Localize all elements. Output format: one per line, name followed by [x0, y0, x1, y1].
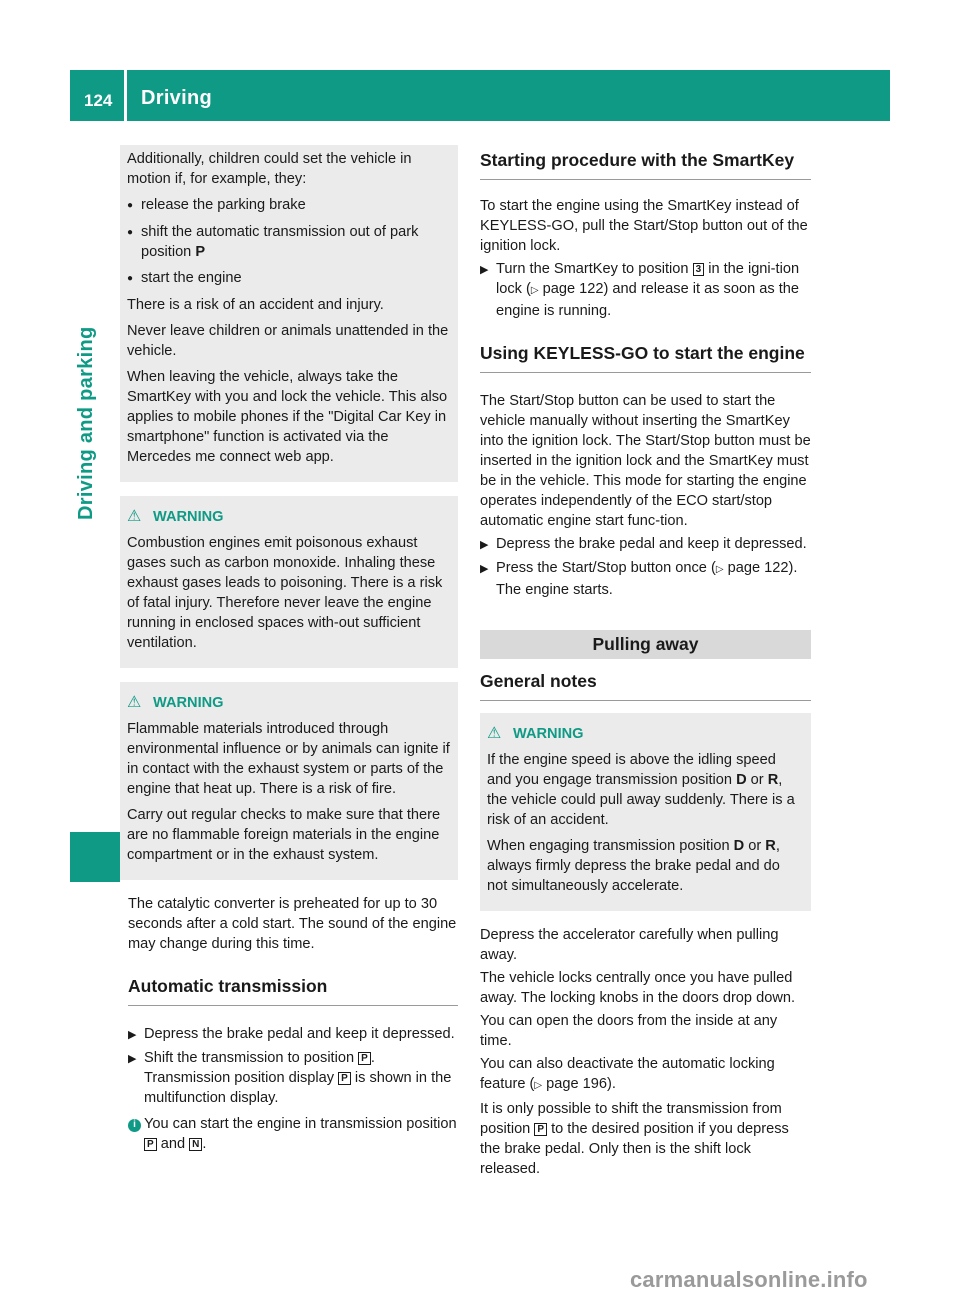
watermark: carmanualsonline.info: [630, 1267, 868, 1292]
warning-triangle-icon: ⚠: [127, 508, 142, 525]
warning-triangle-icon: ⚠: [487, 725, 502, 742]
section-title: Driving: [141, 87, 212, 109]
instruction-step: ▶ Press the Start/Stop button once (▷ page 122). The engine starts.: [480, 560, 798, 598]
smartkey-text: To start the engine using the SmartKey instead of KEYLESS-GO, pull the Start/Stop button out of the ignition lock.: [480, 198, 808, 254]
list-item: ● shift the automatic transmission out of park position P: [127, 224, 419, 260]
warning-triangle-icon: ⚠: [127, 694, 142, 711]
warning-text: When engaging transmission position D or R, always firmly depress the brake pedal and do not simultaneously accelerate.: [487, 838, 780, 894]
warning-text: If the engine speed is above the idling speed and you engage transmission position D or R, the vehicle could pull away suddenly. There is a risk of an accident.: [487, 752, 795, 828]
warning-text: Combustion engines emit poisonous exhaust gases such as carbon monoxide. Inhaling these exhaust gases leads to poisoning. There is a risk of fatal injury. Therefore never leave the engine running in enclosed spaces with-out sufficient ventilation.: [127, 535, 443, 651]
instruction-step: ▶ Depress the brake pedal and keep it depressed.: [128, 1026, 455, 1042]
warning-heading: ⚠ WARNING: [487, 725, 584, 742]
warning-text: Carry out regular checks to make sure that there are no flammable foreign materials in the engine compartment or in the exhaust system.: [127, 807, 441, 863]
catalytic-note: The catalytic converter is preheated for up to 30 seconds after a cold start. The sound of the engine may change during this time.: [128, 896, 457, 952]
fire-warning-box: [120, 682, 458, 880]
exhaust-warning-box: [120, 496, 458, 668]
box-paragraph: When leaving the vehicle, always take the SmartKey with you and lock the vehicle. This also applies to mobile phones if the "Digital Car Key in smartphone" function is activated via the Mercedes me connect web app.: [127, 369, 448, 465]
list-item: ● release the parking brake: [127, 197, 306, 213]
warning-text: Flammable materials introduced through environmental influence or by animals can ignite if in contact with the exhaust system or parts of the engine that heat up. There is a risk of fire.: [127, 721, 450, 797]
info-note: i You can start the engine in transmission position P and N .: [128, 1114, 458, 1154]
instruction-step: ▶ Depress the brake pedal and keep it depressed.: [480, 536, 807, 552]
gear-p-key: P: [338, 1072, 351, 1085]
warning-heading: ⚠ WARNING: [127, 694, 224, 711]
page-reference-icon: ▷: [534, 1080, 543, 1091]
info-icon: i: [128, 1119, 141, 1132]
page-number: 124: [84, 91, 113, 110]
side-tab-label: Driving and parking: [75, 326, 97, 520]
gear-p-key: P: [534, 1123, 547, 1136]
keyless-text: The Start/Stop button can be used to start the vehicle manually without inserting the SmartKey into the ignition lock. The Start/Stop button must be inserted in the ignition lock and the SmartKey must be in the vehicle. This mode for starting the engine operates independently of the ECO start/stop automatic engine start func-tion.: [480, 393, 811, 529]
box-paragraph: Never leave children or animals unattended in the vehicle.: [127, 323, 449, 359]
instruction-step: ▶ Shift the transmission to position P . Transmission position display P is shown in the multifunction display.: [128, 1050, 452, 1106]
warning-heading: ⚠ WARNING: [127, 508, 224, 525]
pulling-away-text: Depress the accelerator carefully when pulling away. The vehicle locks centrally once you have pulled away. The locking knobs in the doors drop down. You can open the doors from the inside at any time. You can also deactivate the automatic locking feature (▷ page 196). It is only possible to shift the transmission from position P to the desired position if you depress the brake pedal. Only then is the shift lock released.: [480, 927, 796, 1177]
pull-away-warning-box: [480, 713, 811, 911]
gear-p-key: P: [358, 1052, 371, 1065]
instruction-step: ▶ Turn the SmartKey to position 3 in the igni-tion lock (▷ page 122) and release it as soon as the engine is running.: [480, 261, 800, 319]
smartkey-heading: Starting procedure with the SmartKey: [480, 150, 811, 180]
keyless-go-heading: Using KEYLESS-GO to start the engine: [480, 343, 811, 373]
left-column: [128, 150, 458, 1157]
automatic-transmission-heading: Automatic transmission: [128, 976, 458, 1006]
box-paragraph: There is a risk of an accident and injury.: [127, 297, 384, 313]
pulling-away-band: Pulling away: [480, 630, 811, 659]
right-column: [480, 150, 811, 1182]
side-tab-block: [70, 832, 120, 882]
general-notes-heading: General notes: [480, 671, 811, 701]
page-reference-icon: ▷: [530, 285, 539, 296]
gear-p-key: P: [144, 1138, 157, 1151]
header-separator: [124, 70, 127, 121]
children-warning-box: [120, 145, 458, 482]
position-3-key: 3: [693, 263, 705, 276]
page-reference-icon: ▷: [715, 564, 724, 575]
box-intro: Additionally, children could set the vehicle in motion if, for example, they:: [127, 151, 412, 187]
gear-n-key: N: [189, 1138, 202, 1151]
list-item: ● start the engine: [127, 270, 242, 286]
